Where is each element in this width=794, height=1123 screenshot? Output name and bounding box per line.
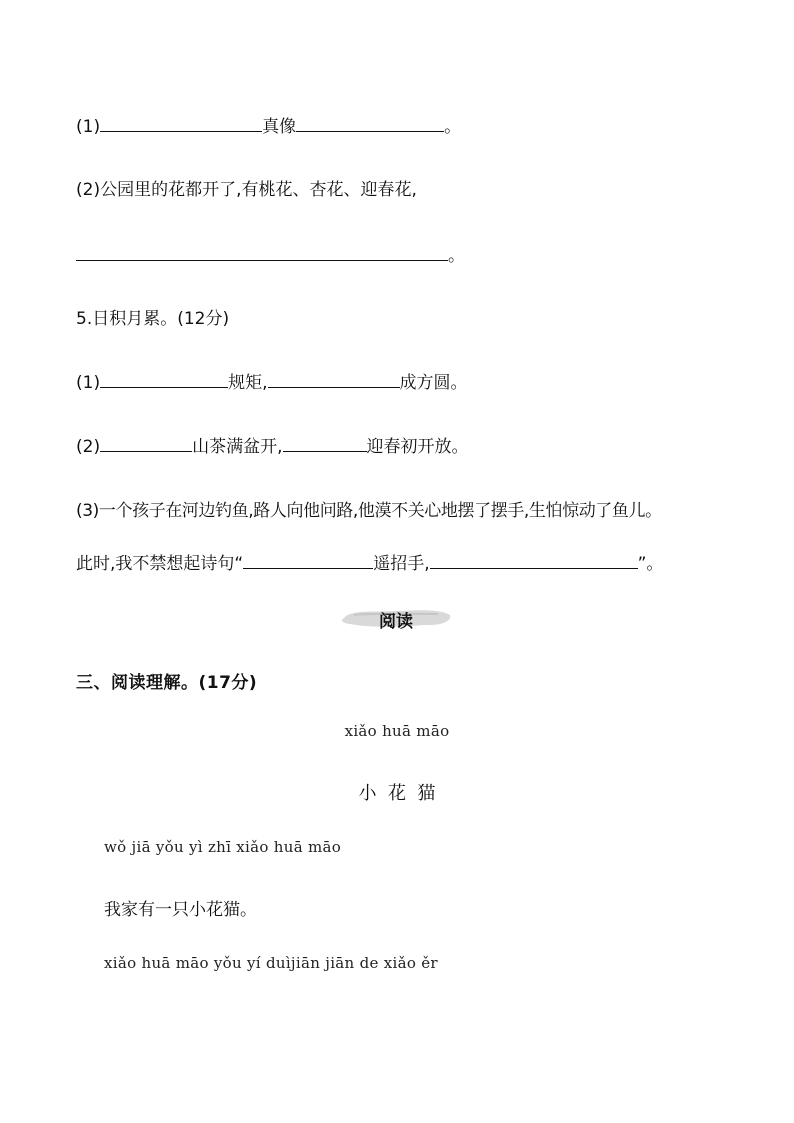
q5-item3-label: (3) bbox=[76, 501, 99, 521]
q5-item3-blank-1[interactable] bbox=[243, 551, 373, 569]
q5-item1-label: (1) bbox=[76, 373, 101, 393]
q5-item2-label: (2) bbox=[76, 437, 101, 457]
q4-item2-end: 。 bbox=[448, 246, 465, 266]
passage-line1-pinyin: wǒ jiā yǒu yì zhī xiǎo huā māo bbox=[104, 838, 342, 856]
q4-item1-blank-2[interactable] bbox=[296, 114, 444, 132]
q5-item1-middle: 规矩, bbox=[228, 373, 268, 393]
q5-item1-end: 成方圆。 bbox=[399, 373, 468, 393]
q5-item2-blank-2[interactable] bbox=[283, 434, 367, 452]
passage-line2-pinyin: xiǎo huā māo yǒu yí duìjiān jiān de xiǎo ěr bbox=[104, 954, 438, 972]
q4-item1-end: 。 bbox=[444, 117, 462, 137]
q5-item3-line2-middle: 遥招手, bbox=[373, 554, 430, 574]
q5-item2-middle: 山茶满盆开, bbox=[192, 437, 283, 457]
q5-item2-blank-1[interactable] bbox=[100, 434, 192, 452]
q4-item1-blank-1[interactable] bbox=[100, 114, 262, 132]
q4-item2-text: 公园里的花都开了,有桃花、杏花、迎春花, bbox=[100, 180, 417, 200]
passage-title: 小 花 猫 bbox=[358, 783, 436, 804]
q4-item1-middle: 真像 bbox=[262, 117, 297, 137]
q5-item1-blank-1[interactable] bbox=[100, 370, 228, 388]
q4-item2-label: (2) bbox=[76, 180, 101, 200]
q5-item3-blank-2[interactable] bbox=[430, 551, 638, 569]
passage-line1: 我家有一只小花猫。 bbox=[104, 900, 257, 920]
q4-item1 bbox=[76, 112, 461, 137]
reading-section-badge bbox=[340, 606, 452, 630]
q4-item1-label: (1) bbox=[76, 117, 101, 137]
q5-item3 bbox=[76, 496, 662, 521]
reading-section-label: 阅读 bbox=[379, 612, 413, 632]
q5-heading: 5.日积月累。(12分) bbox=[76, 309, 230, 329]
passage-title-pinyin: xiǎo huā māo bbox=[344, 722, 450, 740]
q5-item2-end: 迎春初开放。 bbox=[366, 437, 469, 457]
q5-item1-blank-2[interactable] bbox=[268, 370, 400, 388]
q5-item3-line2 bbox=[76, 549, 663, 574]
q4-item2-blank[interactable] bbox=[76, 243, 448, 261]
q5-item1 bbox=[76, 368, 468, 393]
q4-item2 bbox=[76, 175, 417, 200]
q4-item2-answer-line bbox=[76, 241, 465, 266]
q5-item3-text: 一个孩子在河边钓鱼,路人向他问路,他漠不关心地摆了摆手,生怕惊动了鱼儿。 bbox=[98, 501, 662, 521]
q5-item2 bbox=[76, 432, 469, 457]
q5-item3-line2-end: ”。 bbox=[637, 554, 664, 574]
q3-heading: 三、阅读理解。(17分) bbox=[76, 673, 258, 693]
q5-item3-line2-start: 此时,我不禁想起诗句“ bbox=[76, 554, 244, 574]
